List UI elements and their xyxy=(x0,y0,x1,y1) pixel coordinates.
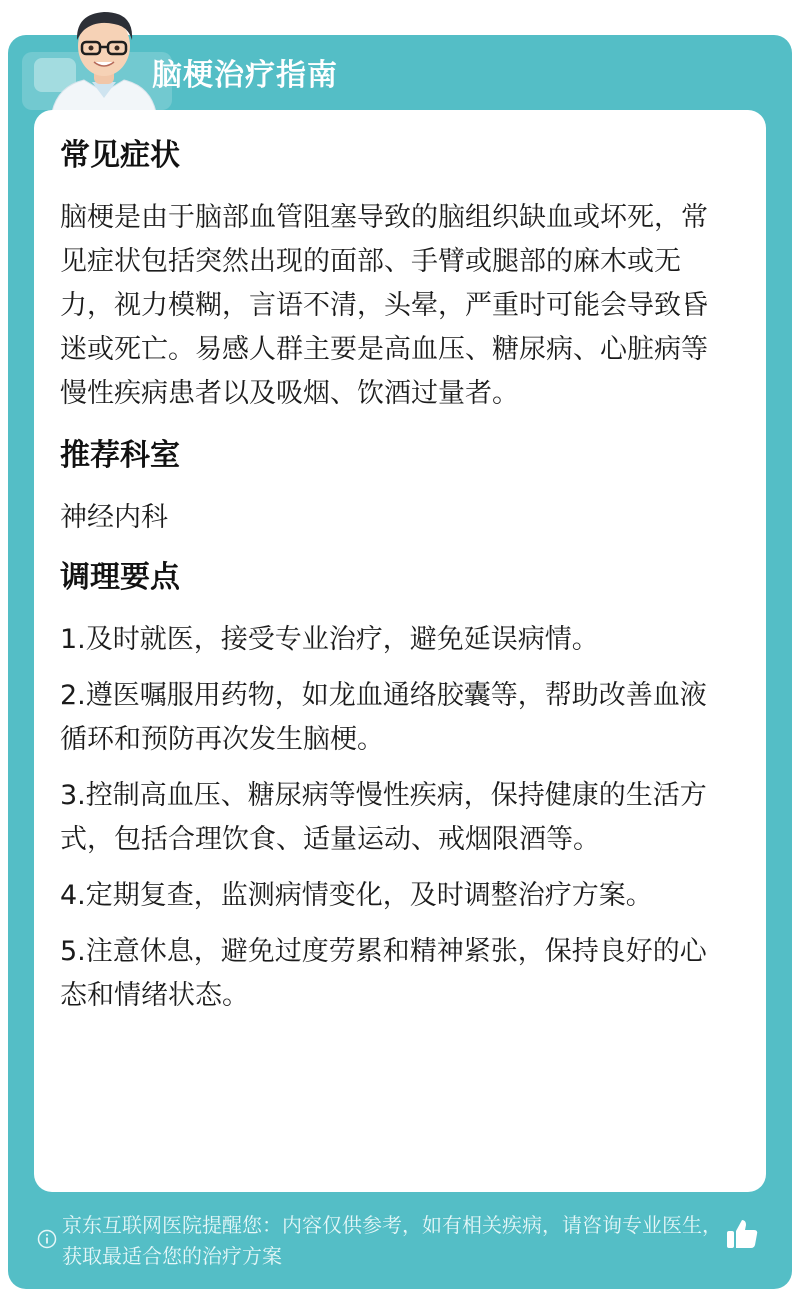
content-body xyxy=(60,110,724,1018)
footer-disclaimer: 京东互联网医院提醒您：内容仅供参考，如有相关疾病，请咨询专业医生，获取最适合您的治疗方案 xyxy=(62,1213,722,1268)
page-title: 脑梗治疗指南 xyxy=(152,58,338,93)
thumbs-up-icon[interactable] xyxy=(724,1216,760,1252)
content-card xyxy=(34,110,766,1192)
section-title-care: 调理要点 xyxy=(60,560,180,595)
info-icon xyxy=(37,1229,57,1249)
list-item: 1.及时就医，接受专业治疗，避免延误病情。 xyxy=(60,624,599,655)
list-item: 4.定期复查，监测病情变化，及时调整治疗方案。 xyxy=(60,880,653,911)
list-item: 3.控制高血压、糖尿病等慢性疾病，保持健康的生活方式，包括合理饮食、适量运动、戒烟限酒等。 xyxy=(60,780,707,855)
department-text: 神经内科 xyxy=(60,502,168,533)
list-item: 2.遵医嘱服用药物，如龙血通络胶囊等，帮助改善血液循环和预防再次发生脑梗。 xyxy=(60,680,707,755)
section-title-department: 推荐科室 xyxy=(60,438,180,473)
list-item: 5.注意休息，避免过度劳累和精神紧张，保持良好的心态和情绪状态。 xyxy=(60,936,707,1011)
doctor-avatar xyxy=(44,6,164,112)
section-title-symptoms: 常见症状 xyxy=(60,138,180,173)
symptoms-text: 脑梗是由于脑部血管阻塞导致的脑组织缺血或坏死，常见症状包括突然出现的面部、手臂或腿部的麻木或无力，视力模糊，言语不清，头晕，严重时可能会导致昏迷或死亡。易感人群主要是高血压、糖尿病、心脏病等慢性疾病患者以及吸烟、饮酒过量者。 xyxy=(60,202,708,409)
